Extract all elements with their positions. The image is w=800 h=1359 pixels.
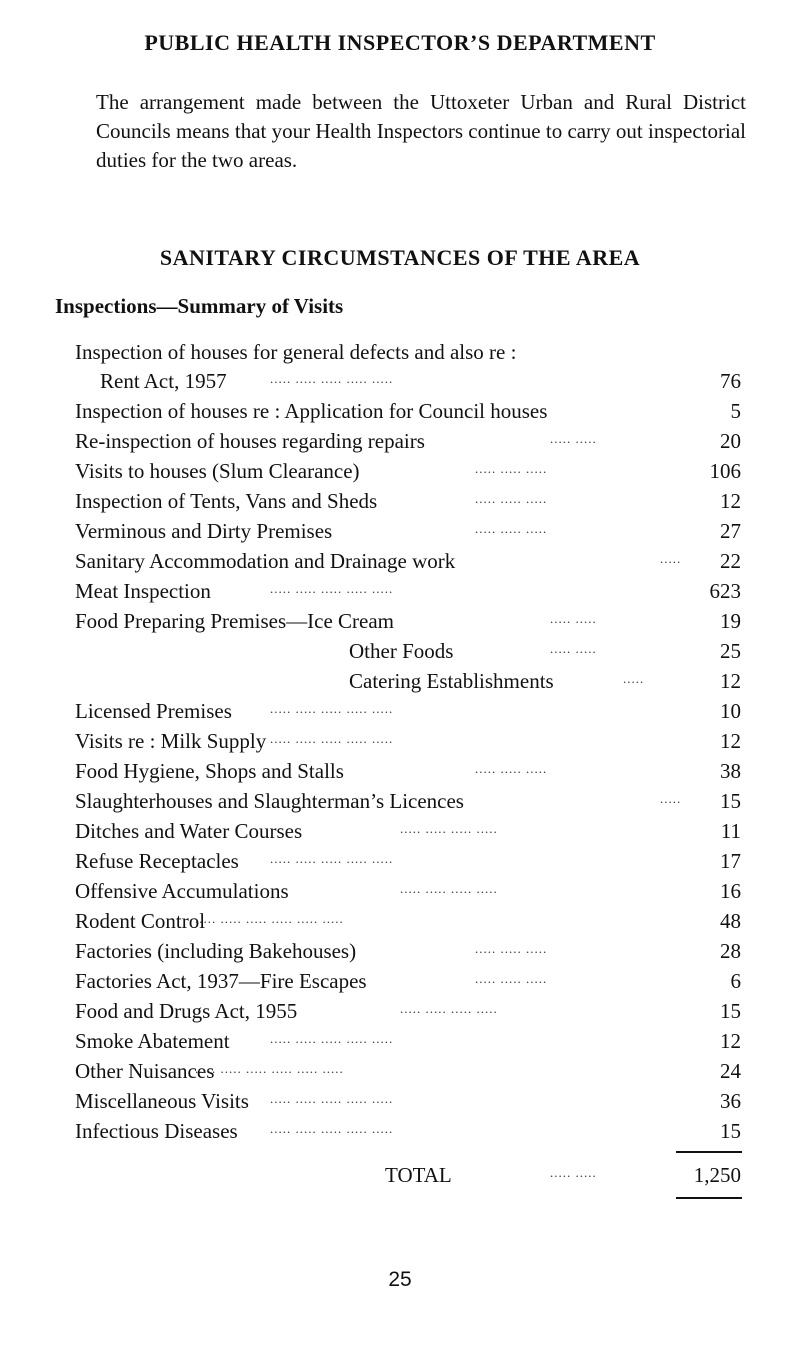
row-label: Infectious Diseases: [75, 1119, 238, 1143]
leader-dots: ..... .....: [550, 611, 597, 626]
row-value: 27: [720, 519, 741, 543]
leader-dots: ..... ..... .....: [475, 941, 548, 956]
row-value: 12: [720, 1029, 741, 1053]
row-value: 12: [720, 669, 741, 693]
leader-dots: ..... ..... ..... ..... .....: [270, 581, 394, 596]
row-value: 6: [730, 969, 741, 993]
leader-dots: ..... ..... ..... ..... .....: [270, 851, 394, 866]
row-label: Verminous and Dirty Premises: [75, 519, 333, 543]
table-row: [75, 576, 741, 606]
row-value: 17: [720, 849, 741, 873]
row-value: 15: [720, 789, 741, 813]
table-row: [75, 1086, 741, 1116]
row-label: Licensed Premises: [75, 699, 232, 723]
table-row: [75, 666, 741, 696]
row-label: Rodent Control: [75, 909, 206, 933]
leader-dots: ..... ..... .....: [475, 491, 548, 506]
row-label: Visits to houses (Slum Clearance): [75, 459, 360, 483]
row-label: Other Nuisances: [75, 1059, 215, 1083]
table-row: [75, 456, 741, 486]
total-label: TOTAL: [385, 1163, 452, 1187]
table-row: [75, 696, 741, 726]
row-value: 15: [720, 999, 741, 1023]
row-label: Other Foods: [349, 639, 454, 663]
table-row: [75, 876, 741, 906]
section-subtitle: Inspections—Summary of Visits: [55, 294, 344, 318]
row-label: Miscellaneous Visits: [75, 1089, 249, 1113]
leader-dots: ..... ..... ..... ..... .....: [270, 371, 394, 386]
table-row: [75, 756, 741, 786]
department-title: PUBLIC HEALTH INSPECTOR’S DEPARTMENT: [144, 30, 656, 55]
leader-dots: ..... ..... ..... ..... .....: [270, 1091, 394, 1106]
total-rule-bottom: [676, 1197, 742, 1199]
total-row: [75, 1160, 741, 1190]
section-title: SANITARY CIRCUMSTANCES OF THE AREA: [159, 245, 641, 270]
row-value: 38: [720, 759, 741, 783]
leader-dots: .....: [660, 551, 682, 566]
leader-dots: ..... ..... ..... ..... .....: [270, 731, 394, 746]
table-row: [75, 1116, 741, 1146]
leader-dots: ..... ..... ..... .....: [400, 1001, 498, 1016]
row-label: Re-inspection of houses regarding repairs: [75, 429, 425, 453]
row-label: Rent Act, 1957: [100, 369, 227, 393]
row-value: 16: [720, 879, 741, 903]
row-label: Sanitary Accommodation and Drainage work: [75, 549, 456, 573]
table-row: [75, 486, 741, 516]
row-value: 76: [720, 369, 741, 393]
row-label: Food and Drugs Act, 1955: [75, 999, 298, 1023]
leader-dots: ..... ..... ..... ..... .....: [270, 701, 394, 716]
leader-dots: ..... ..... .....: [475, 761, 548, 776]
row-value: 28: [720, 939, 741, 963]
table-row: [75, 816, 741, 846]
leader-dots: ..... ..... ..... .....: [400, 821, 498, 836]
leader-dots: ..... ..... ..... .....: [400, 881, 498, 896]
table-row: [75, 1056, 741, 1086]
leader-dots: ..... ..... ..... ..... ..... .....: [195, 1061, 344, 1076]
leader-dots: ..... ..... ..... ..... .....: [270, 1031, 394, 1046]
row-value: 10: [720, 699, 741, 723]
row-label: Catering Establishments: [349, 669, 554, 693]
row-value: 19: [720, 609, 741, 633]
table-row-header-line: [75, 337, 741, 367]
table-row: [75, 726, 741, 756]
table-row: [75, 846, 741, 876]
row-value: 20: [720, 429, 741, 453]
row-label: Inspection of houses for general defects and also re :: [75, 340, 517, 364]
leader-dots: ..... ..... ..... ..... .....: [270, 1121, 394, 1136]
intro-paragraph: The arrangement made between the Uttoxeter Urban and Rural District Councils means that your Health Inspectors continue to carry out inspectorial duties for the two areas.: [96, 90, 746, 172]
table-row: [75, 936, 741, 966]
total-rule-top: [676, 1151, 742, 1153]
leader-dots: ..... ..... .....: [475, 971, 548, 986]
row-value: 24: [720, 1059, 741, 1083]
leader-dots: ..... ..... .....: [475, 461, 548, 476]
row-value: 36: [720, 1089, 741, 1113]
row-label: Factories (including Bakehouses): [75, 939, 357, 963]
row-value: 5: [730, 399, 741, 423]
table-row: [75, 426, 741, 456]
table-row: [75, 516, 741, 546]
row-label: Offensive Accumulations: [75, 879, 289, 903]
table-row: [75, 366, 741, 396]
row-label: Smoke Abatement: [75, 1029, 230, 1053]
table-row: [75, 606, 741, 636]
table-row: [75, 786, 741, 816]
row-value: 22: [720, 549, 741, 573]
table-row: [75, 396, 741, 426]
leader-dots: .....: [623, 671, 645, 686]
table-row: [75, 966, 741, 996]
table-row: [75, 996, 741, 1026]
row-label: Inspection of Tents, Vans and Sheds: [75, 489, 378, 513]
leader-dots: ..... ..... .....: [475, 521, 548, 536]
leader-dots: .....: [660, 791, 682, 806]
leader-dots: ..... .....: [550, 1165, 597, 1180]
leader-dots: ..... ..... ..... ..... ..... .....: [195, 911, 344, 926]
row-value: 12: [720, 729, 741, 753]
row-value: 11: [720, 819, 741, 843]
row-label: Food Hygiene, Shops and Stalls: [75, 759, 344, 783]
row-label: Factories Act, 1937—Fire Escapes: [75, 969, 367, 993]
leader-dots: ..... .....: [550, 431, 597, 446]
row-value: 48: [720, 909, 741, 933]
table-row: [75, 906, 741, 936]
total-value: 1,250: [693, 1163, 741, 1187]
row-label: Meat Inspection: [75, 579, 211, 603]
row-value: 106: [709, 459, 741, 483]
row-label: Inspection of houses re : Application for Council houses: [75, 399, 548, 423]
row-value: 623: [709, 579, 741, 603]
table-row: [75, 546, 741, 576]
row-label: Food Preparing Premises—Ice Cream: [75, 609, 395, 633]
table-row: [75, 1026, 741, 1056]
row-value: 25: [720, 639, 741, 663]
page-number: 25: [388, 1268, 412, 1291]
row-label: Visits re : Milk Supply: [75, 729, 267, 753]
row-label: Refuse Receptacles: [75, 849, 239, 873]
row-label: Slaughterhouses and Slaughterman’s Licences: [75, 789, 464, 813]
leader-dots: ..... .....: [550, 641, 597, 656]
row-value: 15: [720, 1119, 741, 1143]
table-row: [75, 636, 741, 666]
row-label: Ditches and Water Courses: [75, 819, 303, 843]
row-value: 12: [720, 489, 741, 513]
